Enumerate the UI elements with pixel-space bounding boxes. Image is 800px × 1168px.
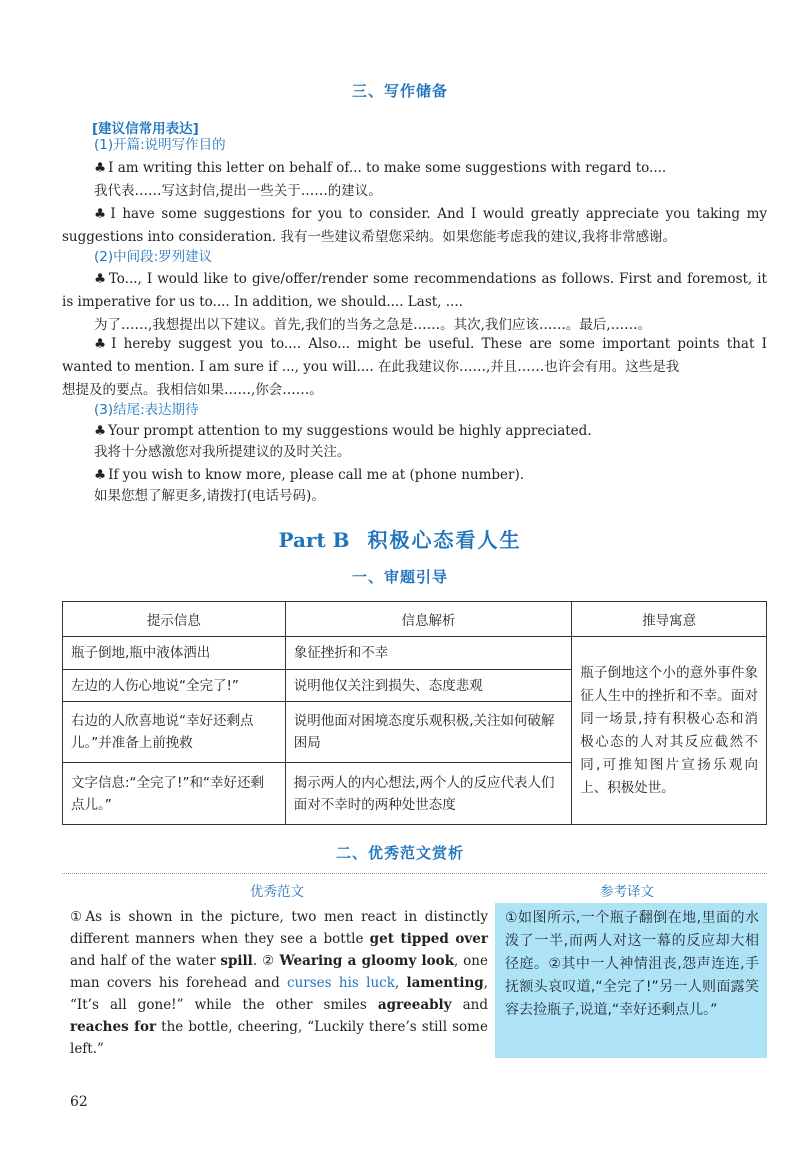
- club-icon: ♣: [94, 160, 107, 176]
- table-header-cell: 提示信息: [63, 602, 286, 637]
- table-header-row: [63, 602, 767, 637]
- expression-line-4b: wanted to mention. I am sure if ..., you will.... 在此我建议你……,并且……也许会有用。这些是我: [62, 359, 680, 375]
- table-cell: 说明他面对困境态度乐观积极,关注如何破解困局: [285, 702, 572, 763]
- table-cell: 文字信息:“全完了!”和“幸好还剩点儿。”: [63, 763, 286, 825]
- club-icon: ♣: [94, 271, 107, 287]
- expression-line-5: ♣ Your prompt attention to my suggestions would be highly appreciated.: [94, 423, 592, 439]
- part-b-title: [0, 524, 800, 553]
- expression-line-5-cn: 我将十分感激您对我所提建议的及时关注。: [94, 444, 351, 460]
- expression-line-6-cn: 如果您想了解更多,请拨打(电话号码)。: [94, 488, 325, 504]
- expression-line-4a: ♣ I hereby suggest you to.... Also... might be useful. These are some important points that I: [94, 336, 767, 352]
- club-icon: ♣: [94, 467, 107, 483]
- table-cell: 揭示两人的内心想法,两个人的反应代表人们面对不幸时的两种处世态度: [285, 763, 572, 825]
- expression-line-2a: ♣ I have some suggestions for you to consider. And I would greatly appreciate you taking my: [94, 206, 767, 222]
- expressions-tag: [建议信常用表达]: [92, 121, 199, 137]
- opening-label: (1)开篇:说明写作目的: [94, 137, 226, 153]
- section-title-sample-essay: 二、优秀范文赏析: [335, 844, 464, 862]
- expression-line-3-cn: 为了……,我想提出以下建议。首先,我们的当务之急是……。其次,我们应该……。最后,……。: [94, 317, 652, 333]
- table-row: [63, 637, 767, 670]
- middle-label: (2)中间段:罗列建议: [94, 249, 213, 265]
- section-title-writing-reserve: 三、写作储备: [351, 82, 448, 100]
- expression-line-1-cn: 我代表……写这封信,提出一些关于……的建议。: [94, 183, 382, 199]
- table-cell: 瓶子倒地,瓶中液体洒出: [63, 637, 286, 670]
- essay-heading: 优秀范文: [250, 884, 304, 900]
- expression-line-3a: ♣ To..., I would like to give/offer/render some recommendations as follows. First and foremost, it: [94, 271, 767, 287]
- expression-line-6: ♣ If you wish to know more, please call me at (phone number).: [94, 467, 525, 483]
- table-cell: 说明他仅关注到损失、态度悲观: [285, 670, 572, 702]
- translation-box: ①如图所示,一个瓶子翻倒在地,里面的水泼了一半,而两人对这一幕的反应却大相径庭。②其中一人神情沮丧,怨声连连,手抚额头哀叹道,“全完了!”另一人则面露笑容去捡瓶子,说道,“幸好还剩点儿。”: [495, 903, 767, 1058]
- club-icon: ♣: [94, 206, 109, 222]
- expression-line-2b: suggestions into consideration. 我有一些建议希望您采纳。如果您能考虑我的建议,我将非常感谢。: [62, 229, 677, 245]
- table-cell: 右边的人欣喜地说“幸好还剩点儿。”并准备上前挽救: [63, 702, 286, 763]
- table-header-cell: 推导寓意: [572, 602, 767, 637]
- dotted-divider: [62, 873, 767, 874]
- part-b-topic: 积极心态看人生: [367, 528, 522, 552]
- page-number: 62: [70, 1094, 88, 1110]
- closing-label: (3)结尾:表达期待: [94, 402, 199, 418]
- section-title-guide: 一、审题引导: [351, 568, 448, 586]
- expression-line-4c: 想提及的要点。我相信如果……,你会……。: [62, 382, 323, 398]
- table-cell: 象征挫折和不幸: [285, 637, 572, 670]
- translation-heading: 参考译文: [600, 884, 654, 900]
- part-b-label: Part B: [278, 528, 350, 552]
- club-icon: ♣: [94, 423, 107, 439]
- club-icon: ♣: [94, 336, 110, 352]
- meaning-cell: 瓶子倒地这个小的意外事件象征人生中的挫折和不幸。面对同一场景,持有积极心态和消极心态的人对其反应截然不同,可推知图片宣扬乐观向上、积极处世。: [572, 637, 767, 825]
- expression-line-1: ♣ I am writing this letter on behalf of... to make some suggestions with regard to....: [94, 160, 667, 176]
- expression-line-3b: is imperative for us to.... In addition, we should.... Last, ....: [62, 294, 463, 310]
- sample-essay: ①As is shown in the picture, two men react in distinctly different manners when they see a bottle get tipped over and half of the water spill. ② Wearing a gloomy look, one man covers his forehead and curses his luck, lamenting, “It’s all gone!” while the other smiles agreeably and reaches for the bottle, cheering, “Luckily there’s still some left.”: [70, 909, 488, 1057]
- table-header-cell: 信息解析: [285, 602, 572, 637]
- table-cell: 左边的人伤心地说“全完了!”: [63, 670, 286, 702]
- analysis-table: [62, 601, 767, 825]
